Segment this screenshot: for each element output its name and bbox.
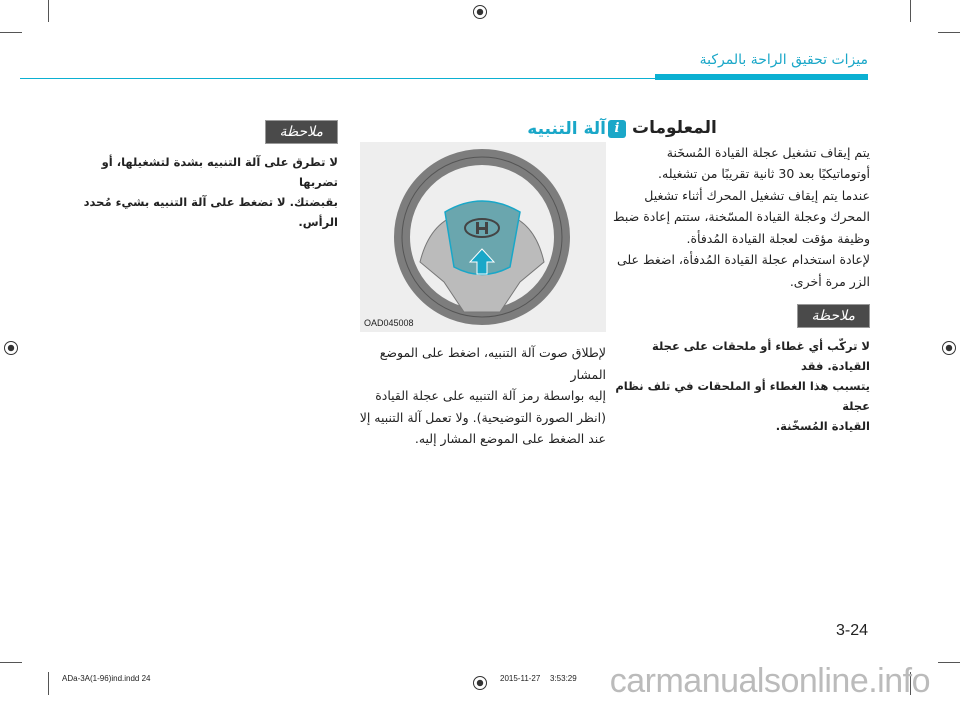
registration-mark-icon <box>473 5 487 19</box>
horn-description <box>358 342 606 450</box>
horn-line: (انظر الصورة التوضيحية). ولا تعمل آلة التنبيه إلا <box>359 409 606 425</box>
right-column <box>608 118 870 436</box>
footer-file: ADa-3A(1-96)ind.indd 24 <box>62 674 151 683</box>
footer-date: 2015-11-27 <box>500 674 541 683</box>
info-icon: i <box>608 120 626 138</box>
info-line: يتم إيقاف تشغيل عجلة القيادة المُسخَنة <box>666 144 870 160</box>
registration-mark-icon <box>4 341 18 355</box>
crop-mark <box>938 662 960 663</box>
steering-wheel-figure <box>360 142 606 332</box>
notice-box <box>608 304 870 436</box>
notice-line: لا تركّب أي غطاء أو ملحقات على عجلة القيادة. فقد <box>651 339 870 373</box>
section-title: ميزات تحقيق الراحة بالمركبة <box>699 52 868 68</box>
registration-mark-icon <box>942 341 956 355</box>
header-rule <box>20 78 655 79</box>
info-box <box>608 118 870 292</box>
registration-mark-icon <box>473 676 487 690</box>
info-heading-text: المعلومات <box>632 118 717 138</box>
info-line: عندما يتم إيقاف تشغيل المحرك أثناء تشغيل <box>644 187 870 203</box>
notice-line: الرأس. <box>298 215 338 229</box>
notice-line: القيادة المُسخّنة. <box>775 419 870 433</box>
notice-line: بقبضتك. لا تضغط على آلة التنبيه بشيء مُحدد <box>83 195 338 209</box>
notice-heading: ملاحظة <box>265 120 339 144</box>
footer-time: 3:53:29 <box>550 674 577 683</box>
info-line: المحرك وعجلة القيادة المسّخنة، ستتم إعادة ضبط <box>612 209 870 224</box>
crop-mark <box>48 0 49 22</box>
info-line: أوتوماتيكيًا بعد 30 ثانية تقريبًا من تشغيله. <box>658 166 870 181</box>
crop-mark <box>48 672 49 695</box>
steering-wheel-icon <box>360 142 606 332</box>
horn-line: عند الضغط على الموضع المشار إليه. <box>414 431 606 446</box>
notice-line: يتسبب هذا الغطاء أو الملحقات في تلف نظام عجلة <box>615 379 870 413</box>
header-bar <box>655 74 868 80</box>
crop-mark <box>0 662 22 663</box>
notice-line: لا تطرق على آلة التنبيه بشدة لتشغيلها، أو تضربها <box>101 155 338 189</box>
info-line: الزر مرة أخرى. <box>789 273 870 289</box>
middle-column <box>358 118 606 450</box>
horn-heading: آلة التنبيه <box>527 119 606 139</box>
horn-line: إليه بواسطة رمز آلة التنبيه على عجلة القيادة <box>375 388 606 403</box>
notice-heading: ملاحظة <box>797 304 871 328</box>
figure-code: OAD045008 <box>364 318 414 328</box>
crop-mark <box>0 32 22 33</box>
info-line: لإعادة استخدام عجلة القيادة المُدفأة، اضغط على <box>616 252 870 267</box>
horn-line: لإطلاق صوت آلة التنبيه، اضغط على الموضع المشار <box>379 345 606 382</box>
crop-mark <box>938 32 960 33</box>
info-heading <box>608 118 870 140</box>
watermark: carmanualsonline.info <box>609 662 930 700</box>
info-line: وظيفة مؤقت لعجلة القيادة المُدفأة. <box>686 230 870 246</box>
notice-box <box>62 120 338 232</box>
page-number: 3-24 <box>835 622 868 639</box>
crop-mark <box>910 0 911 22</box>
